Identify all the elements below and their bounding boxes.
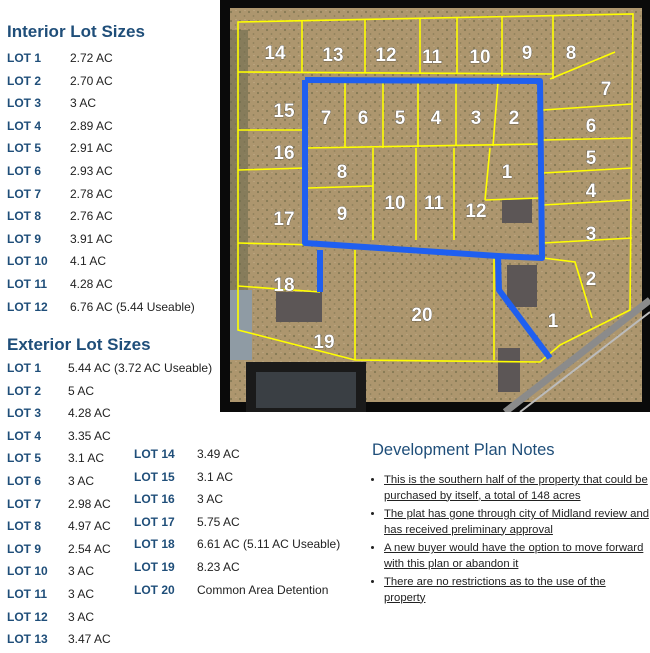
lot-label: LOT 7 (7, 496, 42, 511)
lot-label: LOT 2 (7, 73, 42, 88)
lot-number-label: 5 (394, 108, 406, 129)
lot-label: LOT 14 (134, 447, 175, 461)
lot-label: LOT 16 (134, 492, 175, 507)
lot-number-label: 5 (585, 148, 597, 169)
lot-acreage: 3 AC (197, 492, 224, 507)
lot-label: LOT 17 (134, 514, 175, 529)
lot-number-label: 6 (357, 108, 369, 129)
lot-number-label: 12 (375, 45, 397, 66)
lot-number-label: 12 (465, 201, 487, 222)
lot-number-label: 14 (264, 43, 286, 64)
lot-label: LOT 4 (7, 428, 42, 443)
lot-number-label: 6 (585, 116, 597, 137)
lot-label: LOT 12 (7, 299, 48, 314)
lot-number-label: 1 (501, 162, 513, 183)
lot-label: LOT 8 (7, 519, 42, 534)
plan-note-item: • A new buyer would have the option to move forward with this plan or abandon it (384, 541, 650, 572)
site-plan-map (220, 0, 650, 412)
lot-acreage: 3.35 AC (68, 428, 111, 443)
lot-number-label: 13 (322, 45, 344, 66)
lot-number-label: 3 (470, 108, 482, 129)
lot-acreage: 2.72 AC (70, 51, 113, 65)
interior-lot-sizes-title: Interior Lot Sizes (7, 22, 145, 41)
plan-note-item: • This is the southern half of the property that could be purchased by itself, a total of 148 acres (384, 473, 650, 504)
lot-number-label: 11 (423, 193, 445, 214)
lot-acreage: 2.70 AC (70, 73, 113, 88)
lot-number-label: 8 (565, 43, 577, 64)
lot-label: LOT 10 (7, 254, 48, 269)
plan-note-item: • There are no restrictions as to the use of the property (384, 575, 650, 606)
building-pad (507, 265, 537, 307)
lot-acreage: 2.76 AC (70, 209, 113, 224)
lot-acreage: 4.1 AC (70, 254, 107, 269)
lot-number-label: 4 (430, 108, 442, 129)
lot-number-label: 16 (273, 143, 295, 164)
lot-label: LOT 18 (134, 537, 175, 552)
lot-number-label: 20 (411, 305, 433, 326)
lot-label: LOT 6 (7, 474, 42, 488)
lot-acreage: 3.49 AC (197, 447, 240, 461)
lot-number-label: 17 (273, 209, 295, 230)
building-pad (276, 292, 322, 322)
lot-label: LOT 9 (7, 231, 42, 246)
exterior-lot-sizes-title: Exterior Lot Sizes (7, 335, 151, 354)
lot-acreage: 2.89 AC (70, 118, 113, 133)
lot-label: LOT 9 (7, 541, 42, 556)
lot-label: LOT 4 (7, 118, 42, 133)
lot-number-label: 2 (508, 108, 520, 129)
lot-label: LOT 7 (7, 186, 42, 201)
lot-label: LOT 13 (7, 632, 48, 647)
lot-acreage: 3 AC (70, 96, 97, 111)
lot-acreage: 2.54 AC (68, 541, 111, 556)
lot-acreage: 3 AC (68, 474, 95, 488)
lot-acreage: 3.1 AC (197, 469, 234, 484)
lot-number-label: 19 (313, 332, 335, 353)
lot-acreage: 2.93 AC (70, 164, 113, 178)
lot-number-label: 10 (469, 47, 491, 68)
development-plan-notes-title: Development Plan Notes (372, 441, 555, 459)
lot-acreage: 6.61 AC (5.11 AC Useable) (197, 537, 341, 552)
lot-number-label: 9 (521, 43, 533, 64)
lot-acreage: 2.98 AC (68, 496, 111, 511)
lot-label: LOT 5 (7, 141, 42, 156)
lot-label: LOT 2 (7, 383, 42, 398)
lot-acreage: 3.47 AC (68, 632, 111, 647)
lot-number-label: 9 (336, 204, 348, 225)
lot-label: LOT 1 (7, 361, 42, 375)
lot-acreage: Common Area Detention (197, 582, 329, 597)
lot-label: LOT 5 (7, 451, 42, 466)
lot-label: LOT 11 (7, 587, 48, 601)
lot-label: LOT 6 (7, 164, 42, 178)
lot-label: LOT 3 (7, 96, 42, 111)
lot-acreage: 3 AC (68, 587, 95, 601)
lot-number-label: 15 (273, 101, 295, 122)
site-plan-drawing (220, 0, 650, 412)
lot-acreage: 3.91 AC (70, 231, 113, 246)
lot-number-label: 18 (273, 275, 295, 296)
lot-number-label: 11 (421, 47, 443, 68)
lot-acreage: 4.97 AC (68, 519, 111, 534)
lot-number-label: 8 (336, 162, 348, 183)
lot-label: LOT 8 (7, 209, 42, 224)
lot-label: LOT 19 (134, 560, 175, 574)
lot-acreage: 3 AC (68, 609, 95, 624)
lot-acreage: 8.23 AC (197, 560, 240, 574)
building-pad (498, 348, 520, 392)
lot-acreage: 5.44 AC (3.72 AC Useable) (68, 361, 213, 375)
lot-label: LOT 10 (7, 564, 48, 579)
lot-number-label: 3 (585, 224, 597, 245)
building-roof (230, 290, 252, 360)
lot-acreage: 4.28 AC (70, 277, 113, 291)
lot-label: LOT 1 (7, 51, 42, 65)
lot-label: LOT 20 (134, 582, 175, 597)
lot-label: LOT 11 (7, 277, 48, 291)
lot-label: LOT 15 (134, 469, 175, 484)
lot-acreage: 4.28 AC (68, 406, 111, 421)
lot-acreage: 5.75 AC (197, 514, 240, 529)
lot-acreage: 2.78 AC (70, 186, 113, 201)
lot-number-label: 7 (600, 79, 612, 100)
lot-acreage: 5 AC (68, 383, 95, 398)
lot-number-label: 2 (585, 269, 597, 290)
lot-number-label: 7 (320, 108, 332, 129)
lot-acreage: 3.1 AC (68, 451, 105, 466)
plan-note-item: • The plat has gone through city of Midland review and has received preliminary approval (384, 507, 650, 538)
lot-acreage: 3 AC (68, 564, 95, 579)
building-pad (502, 199, 532, 223)
lot-label: LOT 12 (7, 609, 48, 624)
lot-acreage: 2.91 AC (70, 141, 113, 156)
development-plan-notes-list (368, 473, 650, 609)
lot-number-label: 10 (384, 193, 406, 214)
lot-label: LOT 3 (7, 406, 42, 421)
lot-number-label: 1 (547, 311, 559, 332)
lot-number-label: 4 (585, 181, 597, 202)
lot-acreage: 6.76 AC (5.44 Useable) (70, 299, 195, 314)
